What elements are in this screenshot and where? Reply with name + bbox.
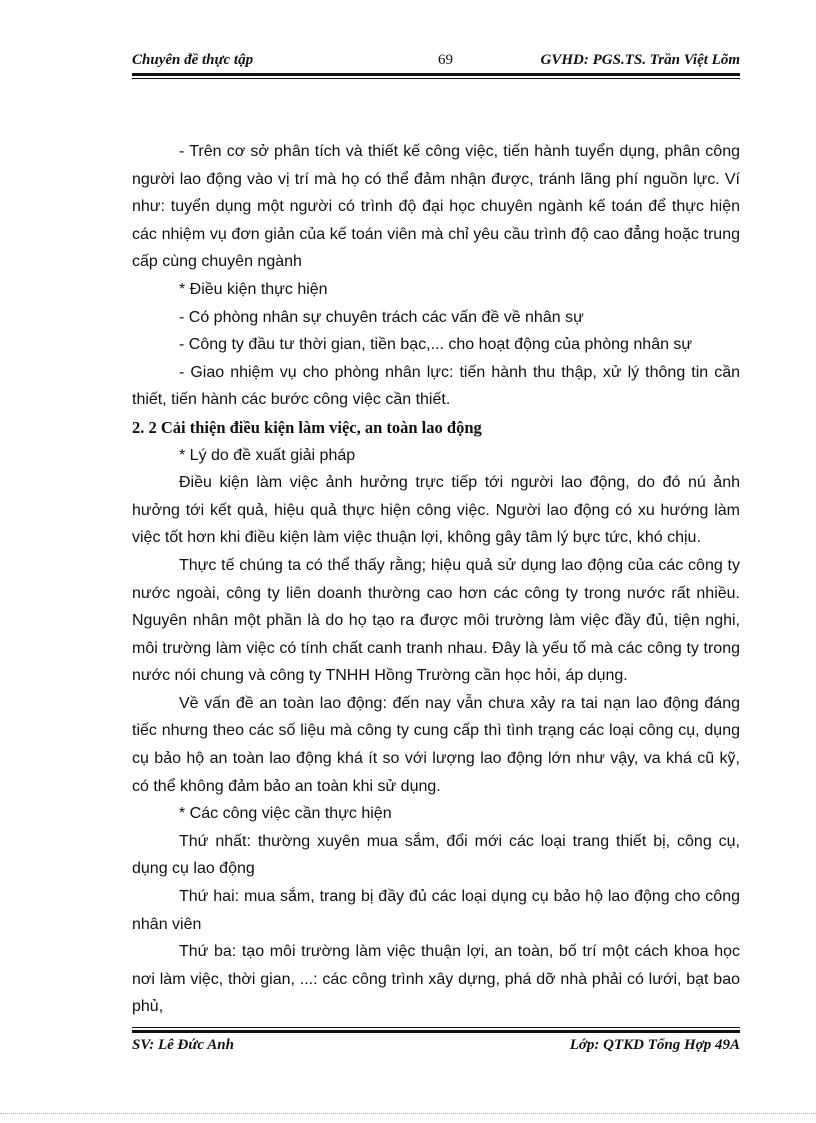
paragraph-12: Thứ hai: mua sắm, trang bị đầy đủ các loại dụng cụ bảo hộ lao động cho công nhân viên [132,888,740,933]
paragraph-7: Điều kiện làm việc ảnh hưởng trực tiếp tới người lao động, do đó nú ảnh hưởng tới kết quả, hiệu quả thực hiện công việc. Người lao động có xu hướng làm việc tốt hơn khi điều kiện làm việc thuận lợi, không gây tâm lý bực tức, khó chịu. [132,474,740,547]
paragraph-tasks-title: * Các công việc cần thực hiện [179,805,392,823]
page-footer [132,1037,740,1059]
paragraph-4: - Công ty đầu tư thời gian, tiền bạc,... cho hoạt động của phòng nhân sự [179,336,693,354]
page-edge-line [0,1113,816,1114]
paragraph-5: - Giao nhiệm vụ cho phòng nhân lực: tiến hành thu thập, xử lý thông tin cần thiết, tiến hành các bước công việc cần thiết. [132,363,740,409]
header-rule-thin [132,78,740,79]
header-page-number: 69 [438,52,453,68]
paragraph-13: Thứ ba: tạo môi trường làm việc thuận lợi, an toàn, bố trí một cách khoa học nơi làm việc, thời gian, ...: các công trình xây dựng, phá dỡ nhà phải có lưới, bạt bao phủ, [132,943,740,1016]
page-body [132,138,740,1021]
footer-class: Lớp: QTKD Tổng Hợp 49A [569,1037,740,1053]
paragraph-conditions-title: * Điều kiện thực hiện [179,280,328,298]
section-heading: 2. 2 Cải thiện điều kiện làm việc, an toàn lao động [132,417,482,437]
paragraph-reason-title: * Lý do đề xuất giải pháp [179,446,356,464]
header-document-title: Chuyên đề thực tập [132,52,254,68]
paragraph-9: Về vấn đề an toàn lao động: đến nay vẫn chưa xảy ra tai nạn lao động đáng tiếc nhưng theo các số liệu mà công ty cung cấp thì tình trạng các loại công cụ, dụng cụ bảo hộ an toàn lao động khá ít so với lượng lao động lớn như vậy, va khá cũ kỹ, có thể không đảm bảo an toàn khi sử dụng. [132,694,740,795]
paragraph-3: - Có phòng nhân sự chuyên trách các vấn đề về nhân sự [179,308,584,326]
paragraph-8: Thực tế chúng ta có thể thấy rằng; hiệu quả sử dụng lao động của các công ty nước ngoài, công ty liên doanh thường cao hơn các công ty trong nước rất nhiều. Nguyên nhân một phần là do họ tạo ra được môi trường làm việc đầy đủ, tiện nghi, môi trường làm việc có tính chất canh tranh nhau. Đây là yếu tố mà các công ty trong nước nói chung và công ty TNHH Hồng Trường cần học hỏi, áp dụng. [132,556,740,685]
header-rule-thick [132,73,740,76]
footer-rule-thick [132,1030,740,1033]
page-header [132,48,740,72]
footer-rule-thin [132,1027,740,1028]
header-supervisor: GVHD: PGS.TS. Trần Việt Lõm [540,52,740,68]
paragraph-1: - Trên cơ sở phân tích và thiết kế công việc, tiến hành tuyển dụng, phân công người lao động vào vị trí mà họ có thể đảm nhận được, tránh lãng phí nguồn lực. Ví như: tuyển dụng một người có trình độ đại học chuyên ngành kế toán để thực hiện các nhiệm vụ đơn giản của kế toán viên mà chỉ yêu cầu trình độ cao đẳng hoặc trung cấp cùng chuyên ngành [132,143,740,271]
footer-student: SV: Lê Đức Anh [132,1037,234,1053]
paragraph-11: Thứ nhất: thường xuyên mua sắm, đổi mới các loại trang thiết bị, công cụ, dụng cụ lao động [132,832,740,878]
